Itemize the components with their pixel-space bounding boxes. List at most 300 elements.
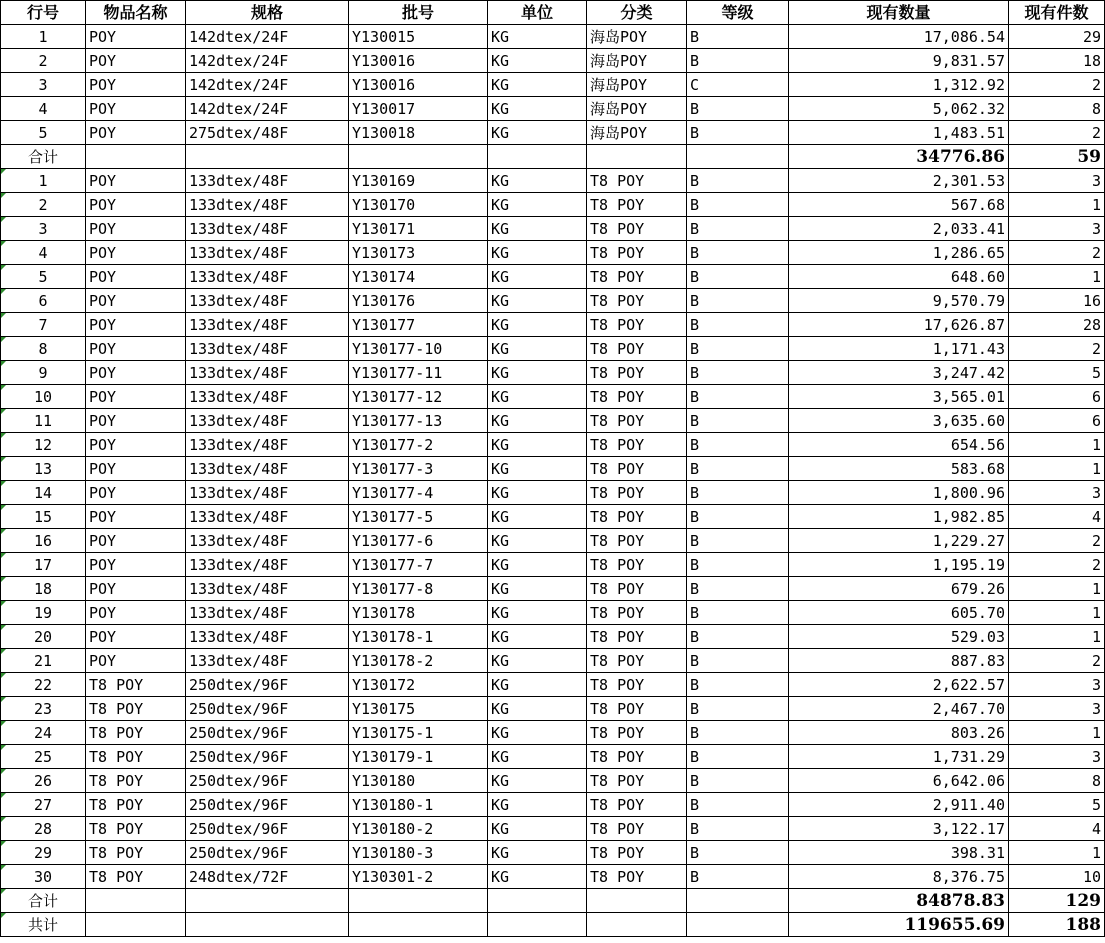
cell-unit[interactable]: KG (488, 721, 587, 745)
cell-unit[interactable]: KG (488, 697, 587, 721)
cell-category[interactable]: 海岛POY (587, 73, 687, 97)
cell-pieces[interactable]: 1 (1009, 841, 1105, 865)
cell-grade[interactable]: B (687, 169, 789, 193)
cell-item-name[interactable]: POY (86, 265, 186, 289)
cell-category[interactable]: 海岛POY (587, 25, 687, 49)
cell-batch[interactable]: Y130180-2 (349, 817, 488, 841)
cell-quantity[interactable]: 1,229.27 (789, 529, 1009, 553)
cell-quantity[interactable]: 1,171.43 (789, 337, 1009, 361)
cell-category[interactable]: T8 POY (587, 625, 687, 649)
cell-pieces[interactable]: 2 (1009, 649, 1105, 673)
cell-unit[interactable]: KG (488, 865, 587, 889)
cell-item-name[interactable]: T8 POY (86, 745, 186, 769)
cell-item-name[interactable]: POY (86, 313, 186, 337)
cell-item-name[interactable]: POY (86, 193, 186, 217)
cell-spec[interactable]: 133dtex/48F (186, 313, 349, 337)
cell-batch[interactable]: Y130172 (349, 673, 488, 697)
cell-quantity[interactable]: 1,312.92 (789, 73, 1009, 97)
cell-pieces[interactable]: 1 (1009, 601, 1105, 625)
cell-row-no[interactable]: 14 (1, 481, 86, 505)
cell-grade[interactable]: B (687, 865, 789, 889)
empty-cell[interactable] (86, 145, 186, 169)
cell-grade[interactable]: B (687, 505, 789, 529)
cell-quantity[interactable]: 2,622.57 (789, 673, 1009, 697)
cell-row-no[interactable]: 10 (1, 385, 86, 409)
cell-spec[interactable]: 133dtex/48F (186, 457, 349, 481)
cell-item-name[interactable]: POY (86, 553, 186, 577)
cell-grade[interactable]: B (687, 265, 789, 289)
cell-item-name[interactable]: POY (86, 337, 186, 361)
cell-pieces[interactable]: 3 (1009, 169, 1105, 193)
cell-pieces[interactable]: 1 (1009, 457, 1105, 481)
cell-batch[interactable]: Y130015 (349, 25, 488, 49)
cell-pieces[interactable]: 6 (1009, 409, 1105, 433)
empty-cell[interactable] (587, 913, 687, 937)
cell-batch[interactable]: Y130179-1 (349, 745, 488, 769)
total-quantity[interactable]: 119655.69 (789, 913, 1009, 937)
cell-batch[interactable]: Y130180-1 (349, 793, 488, 817)
cell-spec[interactable]: 250dtex/96F (186, 817, 349, 841)
cell-grade[interactable]: B (687, 313, 789, 337)
cell-grade[interactable]: B (687, 457, 789, 481)
cell-spec[interactable]: 133dtex/48F (186, 217, 349, 241)
cell-item-name[interactable]: POY (86, 121, 186, 145)
cell-pieces[interactable]: 28 (1009, 313, 1105, 337)
cell-quantity[interactable]: 679.26 (789, 577, 1009, 601)
cell-unit[interactable]: KG (488, 385, 587, 409)
header-quantity[interactable]: 现有数量 (789, 1, 1009, 25)
cell-category[interactable]: T8 POY (587, 649, 687, 673)
header-spec[interactable]: 规格 (186, 1, 349, 25)
cell-unit[interactable]: KG (488, 25, 587, 49)
cell-row-no[interactable]: 2 (1, 193, 86, 217)
cell-batch[interactable]: Y130169 (349, 169, 488, 193)
cell-grade[interactable]: B (687, 337, 789, 361)
header-unit[interactable]: 单位 (488, 1, 587, 25)
cell-grade[interactable]: B (687, 769, 789, 793)
cell-grade[interactable]: B (687, 289, 789, 313)
cell-item-name[interactable]: T8 POY (86, 769, 186, 793)
empty-cell[interactable] (488, 145, 587, 169)
cell-row-no[interactable]: 30 (1, 865, 86, 889)
cell-spec[interactable]: 133dtex/48F (186, 241, 349, 265)
cell-spec[interactable]: 133dtex/48F (186, 169, 349, 193)
cell-quantity[interactable]: 2,467.70 (789, 697, 1009, 721)
cell-item-name[interactable]: POY (86, 481, 186, 505)
cell-quantity[interactable]: 605.70 (789, 601, 1009, 625)
cell-batch[interactable]: Y130176 (349, 289, 488, 313)
header-item-name[interactable]: 物品名称 (86, 1, 186, 25)
cell-unit[interactable]: KG (488, 793, 587, 817)
cell-grade[interactable]: B (687, 553, 789, 577)
cell-item-name[interactable]: POY (86, 385, 186, 409)
empty-cell[interactable] (687, 145, 789, 169)
cell-grade[interactable]: B (687, 673, 789, 697)
cell-item-name[interactable]: POY (86, 625, 186, 649)
cell-batch[interactable]: Y130016 (349, 49, 488, 73)
cell-grade[interactable]: B (687, 841, 789, 865)
cell-row-no[interactable]: 4 (1, 97, 86, 121)
cell-item-name[interactable]: T8 POY (86, 721, 186, 745)
cell-unit[interactable]: KG (488, 457, 587, 481)
cell-pieces[interactable]: 2 (1009, 553, 1105, 577)
cell-batch[interactable]: Y130177-2 (349, 433, 488, 457)
cell-row-no[interactable]: 7 (1, 313, 86, 337)
cell-item-name[interactable]: POY (86, 241, 186, 265)
cell-row-no[interactable]: 5 (1, 121, 86, 145)
cell-quantity[interactable]: 3,247.42 (789, 361, 1009, 385)
cell-spec[interactable]: 133dtex/48F (186, 193, 349, 217)
cell-item-name[interactable]: T8 POY (86, 841, 186, 865)
cell-spec[interactable]: 133dtex/48F (186, 409, 349, 433)
cell-pieces[interactable]: 18 (1009, 49, 1105, 73)
cell-pieces[interactable]: 1 (1009, 721, 1105, 745)
cell-grade[interactable]: B (687, 25, 789, 49)
cell-pieces[interactable]: 10 (1009, 865, 1105, 889)
cell-unit[interactable]: KG (488, 625, 587, 649)
cell-row-no[interactable]: 22 (1, 673, 86, 697)
empty-cell[interactable] (186, 145, 349, 169)
cell-quantity[interactable]: 2,033.41 (789, 217, 1009, 241)
cell-category[interactable]: T8 POY (587, 745, 687, 769)
cell-pieces[interactable]: 2 (1009, 337, 1105, 361)
cell-pieces[interactable]: 3 (1009, 217, 1105, 241)
cell-category[interactable]: T8 POY (587, 265, 687, 289)
cell-category[interactable]: 海岛POY (587, 121, 687, 145)
empty-cell[interactable] (86, 889, 186, 913)
cell-quantity[interactable]: 17,626.87 (789, 313, 1009, 337)
cell-category[interactable]: T8 POY (587, 841, 687, 865)
cell-item-name[interactable]: POY (86, 505, 186, 529)
cell-category[interactable]: T8 POY (587, 697, 687, 721)
cell-pieces[interactable]: 6 (1009, 385, 1105, 409)
cell-row-no[interactable]: 18 (1, 577, 86, 601)
cell-row-no[interactable]: 29 (1, 841, 86, 865)
total-pieces[interactable]: 129 (1009, 889, 1105, 913)
cell-item-name[interactable]: T8 POY (86, 793, 186, 817)
cell-category[interactable]: T8 POY (587, 169, 687, 193)
cell-batch[interactable]: Y130180 (349, 769, 488, 793)
cell-quantity[interactable]: 2,301.53 (789, 169, 1009, 193)
cell-batch[interactable]: Y130177-13 (349, 409, 488, 433)
cell-row-no[interactable]: 28 (1, 817, 86, 841)
cell-row-no[interactable]: 21 (1, 649, 86, 673)
cell-item-name[interactable]: POY (86, 409, 186, 433)
cell-spec[interactable]: 142dtex/24F (186, 73, 349, 97)
cell-spec[interactable]: 248dtex/72F (186, 865, 349, 889)
cell-batch[interactable]: Y130178-2 (349, 649, 488, 673)
cell-quantity[interactable]: 1,982.85 (789, 505, 1009, 529)
cell-item-name[interactable]: POY (86, 217, 186, 241)
cell-item-name[interactable]: POY (86, 361, 186, 385)
cell-category[interactable]: T8 POY (587, 217, 687, 241)
cell-batch[interactable]: Y130175-1 (349, 721, 488, 745)
cell-quantity[interactable]: 1,195.19 (789, 553, 1009, 577)
cell-spec[interactable]: 275dtex/48F (186, 121, 349, 145)
cell-row-no[interactable]: 3 (1, 217, 86, 241)
cell-spec[interactable]: 133dtex/48F (186, 361, 349, 385)
cell-unit[interactable]: KG (488, 529, 587, 553)
cell-batch[interactable]: Y130180-3 (349, 841, 488, 865)
empty-cell[interactable] (587, 145, 687, 169)
total-quantity[interactable]: 34776.86 (789, 145, 1009, 169)
cell-row-no[interactable]: 20 (1, 625, 86, 649)
cell-category[interactable]: T8 POY (587, 673, 687, 697)
cell-item-name[interactable]: POY (86, 97, 186, 121)
cell-category[interactable]: T8 POY (587, 433, 687, 457)
cell-spec[interactable]: 133dtex/48F (186, 265, 349, 289)
cell-spec[interactable]: 142dtex/24F (186, 49, 349, 73)
cell-spec[interactable]: 133dtex/48F (186, 433, 349, 457)
cell-batch[interactable]: Y130016 (349, 73, 488, 97)
cell-unit[interactable]: KG (488, 169, 587, 193)
cell-spec[interactable]: 250dtex/96F (186, 793, 349, 817)
cell-unit[interactable]: KG (488, 769, 587, 793)
cell-grade[interactable]: B (687, 433, 789, 457)
cell-quantity[interactable]: 1,731.29 (789, 745, 1009, 769)
cell-pieces[interactable]: 4 (1009, 817, 1105, 841)
cell-spec[interactable]: 133dtex/48F (186, 625, 349, 649)
empty-cell[interactable] (687, 913, 789, 937)
cell-quantity[interactable]: 1,286.65 (789, 241, 1009, 265)
header-pieces[interactable]: 现有件数 (1009, 1, 1105, 25)
cell-category[interactable]: 海岛POY (587, 49, 687, 73)
cell-pieces[interactable]: 3 (1009, 481, 1105, 505)
cell-unit[interactable]: KG (488, 505, 587, 529)
cell-item-name[interactable]: POY (86, 577, 186, 601)
cell-batch[interactable]: Y130301-2 (349, 865, 488, 889)
cell-spec[interactable]: 133dtex/48F (186, 337, 349, 361)
cell-unit[interactable]: KG (488, 649, 587, 673)
cell-pieces[interactable]: 8 (1009, 769, 1105, 793)
empty-cell[interactable] (186, 913, 349, 937)
cell-spec[interactable]: 133dtex/48F (186, 553, 349, 577)
cell-row-no[interactable]: 23 (1, 697, 86, 721)
cell-row-no[interactable]: 17 (1, 553, 86, 577)
cell-pieces[interactable]: 3 (1009, 745, 1105, 769)
cell-grade[interactable]: B (687, 721, 789, 745)
cell-quantity[interactable]: 1,800.96 (789, 481, 1009, 505)
header-grade[interactable]: 等级 (687, 1, 789, 25)
cell-batch[interactable]: Y130177-8 (349, 577, 488, 601)
cell-row-no[interactable]: 24 (1, 721, 86, 745)
cell-unit[interactable]: KG (488, 745, 587, 769)
cell-row-no[interactable]: 13 (1, 457, 86, 481)
cell-unit[interactable]: KG (488, 97, 587, 121)
cell-category[interactable]: T8 POY (587, 865, 687, 889)
cell-category[interactable]: T8 POY (587, 577, 687, 601)
total-pieces[interactable]: 59 (1009, 145, 1105, 169)
cell-category[interactable]: T8 POY (587, 817, 687, 841)
cell-grade[interactable]: B (687, 193, 789, 217)
cell-spec[interactable]: 250dtex/96F (186, 697, 349, 721)
cell-pieces[interactable]: 5 (1009, 361, 1105, 385)
cell-item-name[interactable]: POY (86, 601, 186, 625)
cell-pieces[interactable]: 2 (1009, 73, 1105, 97)
cell-quantity[interactable]: 3,122.17 (789, 817, 1009, 841)
cell-quantity[interactable]: 887.83 (789, 649, 1009, 673)
cell-batch[interactable]: Y130170 (349, 193, 488, 217)
cell-grade[interactable]: B (687, 649, 789, 673)
cell-batch[interactable]: Y130178-1 (349, 625, 488, 649)
cell-unit[interactable]: KG (488, 601, 587, 625)
cell-pieces[interactable]: 3 (1009, 673, 1105, 697)
cell-category[interactable]: T8 POY (587, 553, 687, 577)
cell-unit[interactable]: KG (488, 817, 587, 841)
cell-category[interactable]: T8 POY (587, 337, 687, 361)
cell-row-no[interactable]: 11 (1, 409, 86, 433)
cell-item-name[interactable]: T8 POY (86, 865, 186, 889)
cell-batch[interactable]: Y130177-7 (349, 553, 488, 577)
cell-category[interactable]: T8 POY (587, 361, 687, 385)
cell-batch[interactable]: Y130177-12 (349, 385, 488, 409)
cell-unit[interactable]: KG (488, 577, 587, 601)
header-row-no[interactable]: 行号 (1, 1, 86, 25)
cell-grade[interactable]: B (687, 361, 789, 385)
empty-cell[interactable] (687, 889, 789, 913)
cell-item-name[interactable]: POY (86, 25, 186, 49)
cell-row-no[interactable]: 19 (1, 601, 86, 625)
cell-grade[interactable]: B (687, 625, 789, 649)
cell-batch[interactable]: Y130177-5 (349, 505, 488, 529)
total-quantity[interactable]: 84878.83 (789, 889, 1009, 913)
cell-unit[interactable]: KG (488, 433, 587, 457)
cell-row-no[interactable]: 27 (1, 793, 86, 817)
cell-grade[interactable]: C (687, 73, 789, 97)
cell-unit[interactable]: KG (488, 553, 587, 577)
cell-pieces[interactable]: 3 (1009, 697, 1105, 721)
cell-item-name[interactable]: POY (86, 457, 186, 481)
cell-spec[interactable]: 133dtex/48F (186, 649, 349, 673)
cell-pieces[interactable]: 2 (1009, 241, 1105, 265)
cell-category[interactable]: T8 POY (587, 481, 687, 505)
cell-quantity[interactable]: 8,376.75 (789, 865, 1009, 889)
empty-cell[interactable] (86, 913, 186, 937)
cell-category[interactable]: T8 POY (587, 769, 687, 793)
cell-spec[interactable]: 133dtex/48F (186, 481, 349, 505)
cell-grade[interactable]: B (687, 481, 789, 505)
empty-cell[interactable] (186, 889, 349, 913)
cell-pieces[interactable]: 2 (1009, 121, 1105, 145)
cell-spec[interactable]: 142dtex/24F (186, 97, 349, 121)
header-batch[interactable]: 批号 (349, 1, 488, 25)
cell-row-no[interactable]: 8 (1, 337, 86, 361)
cell-grade[interactable]: B (687, 409, 789, 433)
cell-grade[interactable]: B (687, 97, 789, 121)
cell-row-no[interactable]: 25 (1, 745, 86, 769)
cell-spec[interactable]: 250dtex/96F (186, 769, 349, 793)
cell-category[interactable]: T8 POY (587, 313, 687, 337)
cell-unit[interactable]: KG (488, 361, 587, 385)
cell-batch[interactable]: Y130175 (349, 697, 488, 721)
cell-grade[interactable]: B (687, 385, 789, 409)
cell-batch[interactable]: Y130173 (349, 241, 488, 265)
cell-quantity[interactable]: 398.31 (789, 841, 1009, 865)
cell-quantity[interactable]: 2,911.40 (789, 793, 1009, 817)
cell-pieces[interactable]: 5 (1009, 793, 1105, 817)
empty-cell[interactable] (587, 889, 687, 913)
cell-unit[interactable]: KG (488, 265, 587, 289)
cell-spec[interactable]: 133dtex/48F (186, 289, 349, 313)
cell-spec[interactable]: 142dtex/24F (186, 25, 349, 49)
cell-item-name[interactable]: POY (86, 433, 186, 457)
cell-quantity[interactable]: 1,483.51 (789, 121, 1009, 145)
header-category[interactable]: 分类 (587, 1, 687, 25)
cell-item-name[interactable]: POY (86, 49, 186, 73)
cell-row-no[interactable]: 2 (1, 49, 86, 73)
cell-batch[interactable]: Y130177 (349, 313, 488, 337)
cell-quantity[interactable]: 567.68 (789, 193, 1009, 217)
cell-unit[interactable]: KG (488, 73, 587, 97)
cell-item-name[interactable]: POY (86, 649, 186, 673)
cell-unit[interactable]: KG (488, 193, 587, 217)
cell-spec[interactable]: 250dtex/96F (186, 841, 349, 865)
cell-category[interactable]: T8 POY (587, 289, 687, 313)
cell-item-name[interactable]: POY (86, 73, 186, 97)
cell-pieces[interactable]: 1 (1009, 193, 1105, 217)
cell-batch[interactable]: Y130174 (349, 265, 488, 289)
cell-quantity[interactable]: 6,642.06 (789, 769, 1009, 793)
cell-grade[interactable]: B (687, 817, 789, 841)
cell-pieces[interactable]: 29 (1009, 25, 1105, 49)
cell-pieces[interactable]: 8 (1009, 97, 1105, 121)
cell-unit[interactable]: KG (488, 841, 587, 865)
cell-pieces[interactable]: 1 (1009, 577, 1105, 601)
cell-quantity[interactable]: 5,062.32 (789, 97, 1009, 121)
cell-unit[interactable]: KG (488, 49, 587, 73)
cell-unit[interactable]: KG (488, 289, 587, 313)
cell-grade[interactable]: B (687, 121, 789, 145)
cell-batch[interactable]: Y130177-3 (349, 457, 488, 481)
cell-quantity[interactable]: 583.68 (789, 457, 1009, 481)
cell-batch[interactable]: Y130171 (349, 217, 488, 241)
cell-row-no[interactable]: 3 (1, 73, 86, 97)
cell-category[interactable]: T8 POY (587, 529, 687, 553)
cell-spec[interactable]: 133dtex/48F (186, 577, 349, 601)
cell-category[interactable]: T8 POY (587, 793, 687, 817)
cell-item-name[interactable]: T8 POY (86, 673, 186, 697)
cell-category[interactable]: T8 POY (587, 193, 687, 217)
cell-quantity[interactable]: 654.56 (789, 433, 1009, 457)
empty-cell[interactable] (488, 913, 587, 937)
cell-row-no[interactable]: 9 (1, 361, 86, 385)
cell-unit[interactable]: KG (488, 121, 587, 145)
cell-category[interactable]: T8 POY (587, 385, 687, 409)
cell-quantity[interactable]: 648.60 (789, 265, 1009, 289)
cell-item-name[interactable]: POY (86, 289, 186, 313)
cell-batch[interactable]: Y130177-6 (349, 529, 488, 553)
cell-category[interactable]: 海岛POY (587, 97, 687, 121)
cell-batch[interactable]: Y130177-11 (349, 361, 488, 385)
cell-batch[interactable]: Y130178 (349, 601, 488, 625)
total-label[interactable]: 合计 (1, 889, 86, 913)
cell-row-no[interactable]: 16 (1, 529, 86, 553)
cell-pieces[interactable]: 1 (1009, 433, 1105, 457)
cell-quantity[interactable]: 529.03 (789, 625, 1009, 649)
cell-unit[interactable]: KG (488, 673, 587, 697)
cell-unit[interactable]: KG (488, 217, 587, 241)
cell-grade[interactable]: B (687, 601, 789, 625)
cell-quantity[interactable]: 9,831.57 (789, 49, 1009, 73)
cell-batch[interactable]: Y130177-4 (349, 481, 488, 505)
cell-category[interactable]: T8 POY (587, 409, 687, 433)
total-label[interactable]: 共计 (1, 913, 86, 937)
cell-row-no[interactable]: 6 (1, 289, 86, 313)
cell-grade[interactable]: B (687, 745, 789, 769)
cell-grade[interactable]: B (687, 577, 789, 601)
cell-row-no[interactable]: 1 (1, 25, 86, 49)
empty-cell[interactable] (349, 145, 488, 169)
